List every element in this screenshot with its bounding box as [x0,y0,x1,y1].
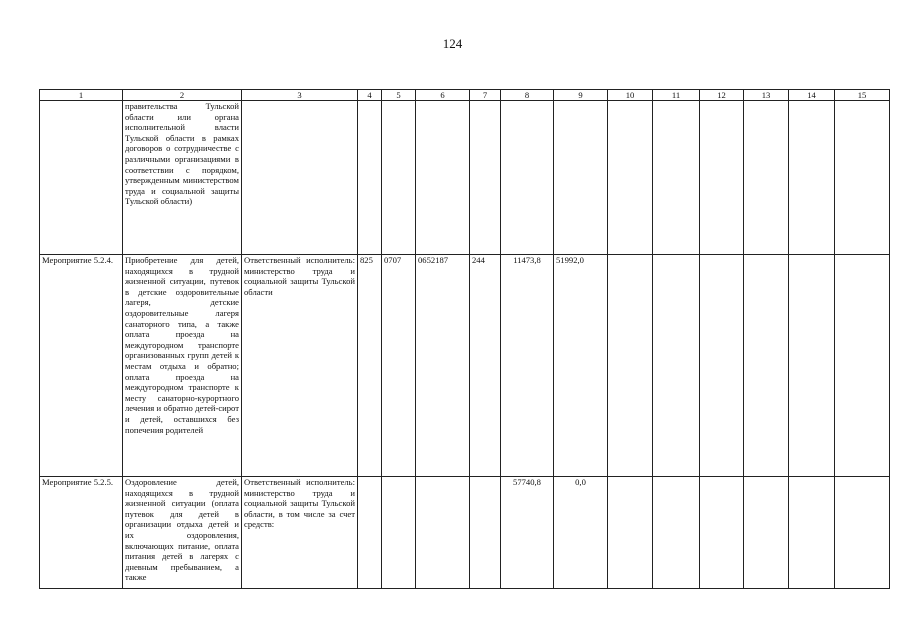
empty-cell [789,477,835,589]
executor-cell [242,101,358,255]
code-cell [416,101,470,255]
empty-cell [700,255,744,477]
executor-cell: Ответственный исполнитель: министерство труда и социальной защиты Тульской области, в том числе за счет средств: [242,477,358,589]
column-header: 11 [653,90,700,101]
empty-cell [700,101,744,255]
code-cell [358,477,382,589]
empty-cell [835,101,890,255]
column-header: 15 [835,90,890,101]
empty-cell [789,101,835,255]
column-header: 4 [358,90,382,101]
empty-cell [835,477,890,589]
column-header: 5 [382,90,416,101]
column-header: 3 [242,90,358,101]
code-cell: 825 [358,255,382,477]
table-row [40,101,890,255]
code-cell [382,101,416,255]
amount-cell: 0,0 [554,477,608,589]
code-cell: 244 [470,255,501,477]
column-header: 10 [608,90,653,101]
column-header: 6 [416,90,470,101]
measure-description-cell: Приобретение для детей, находящихся в трудной жизненной ситуации, путевок в детские оздоровительные лагеря, детские оздоровительные лагеря санаторного типа, а также оплата проезда на междугородном транспорте организованных групп детей к местам отдыха и обратно; оплата проезда на междугородном транспорте к месту санаторно-курортного лечения и обратно детей-сирот и детей, оставшихся без попечения родителей [123,255,242,477]
table-row [40,477,890,589]
column-header: 2 [123,90,242,101]
table-header-row [40,90,890,101]
column-header: 12 [700,90,744,101]
page-number: 124 [442,36,463,51]
column-header: 1 [40,90,123,101]
column-header: 9 [554,90,608,101]
column-header: 8 [501,90,554,101]
empty-cell [608,477,653,589]
empty-cell [744,477,789,589]
column-header: 7 [470,90,501,101]
empty-cell [608,101,653,255]
budget-table [39,89,890,589]
empty-cell [835,255,890,477]
amount-cell: 51992,0 [554,255,608,477]
measure-name-cell: Мероприятие 5.2.5. [40,477,123,589]
table-row [40,255,890,477]
column-header: 13 [744,90,789,101]
amount-cell [501,101,554,255]
empty-cell [653,101,700,255]
code-cell [382,477,416,589]
empty-cell [700,477,744,589]
measure-description-cell: Оздоровление детей, находящихся в трудной жизненной ситуации (оплата путевок для детей в организации отдыха детей и их оздоровления, включающих питание, оплата питания детей в лагерях с дневным пребыванием, а также [123,477,242,589]
code-cell: 0652187 [416,255,470,477]
code-cell [470,477,501,589]
code-cell [470,101,501,255]
measure-name-cell: Мероприятие 5.2.4. [40,255,123,477]
empty-cell [653,255,700,477]
amount-cell: 11473,8 [501,255,554,477]
amount-cell: 57740,8 [501,477,554,589]
empty-cell [789,255,835,477]
code-cell [358,101,382,255]
empty-cell [608,255,653,477]
measure-description-cell: правительства Тульской области или органа исполнительной власти Тульской области в рамках договоров о сотрудничестве с различными организациями в соответствии с порядком, утвержденным министерством труда и социальной защиты Тульской области) [123,101,242,255]
empty-cell [744,101,789,255]
column-header: 14 [789,90,835,101]
empty-cell [653,477,700,589]
executor-cell: Ответственный исполнитель: министерство труда и социальной защиты Тульской области [242,255,358,477]
empty-cell [744,255,789,477]
amount-cell [554,101,608,255]
measure-name-cell [40,101,123,255]
code-cell: 0707 [382,255,416,477]
code-cell [416,477,470,589]
